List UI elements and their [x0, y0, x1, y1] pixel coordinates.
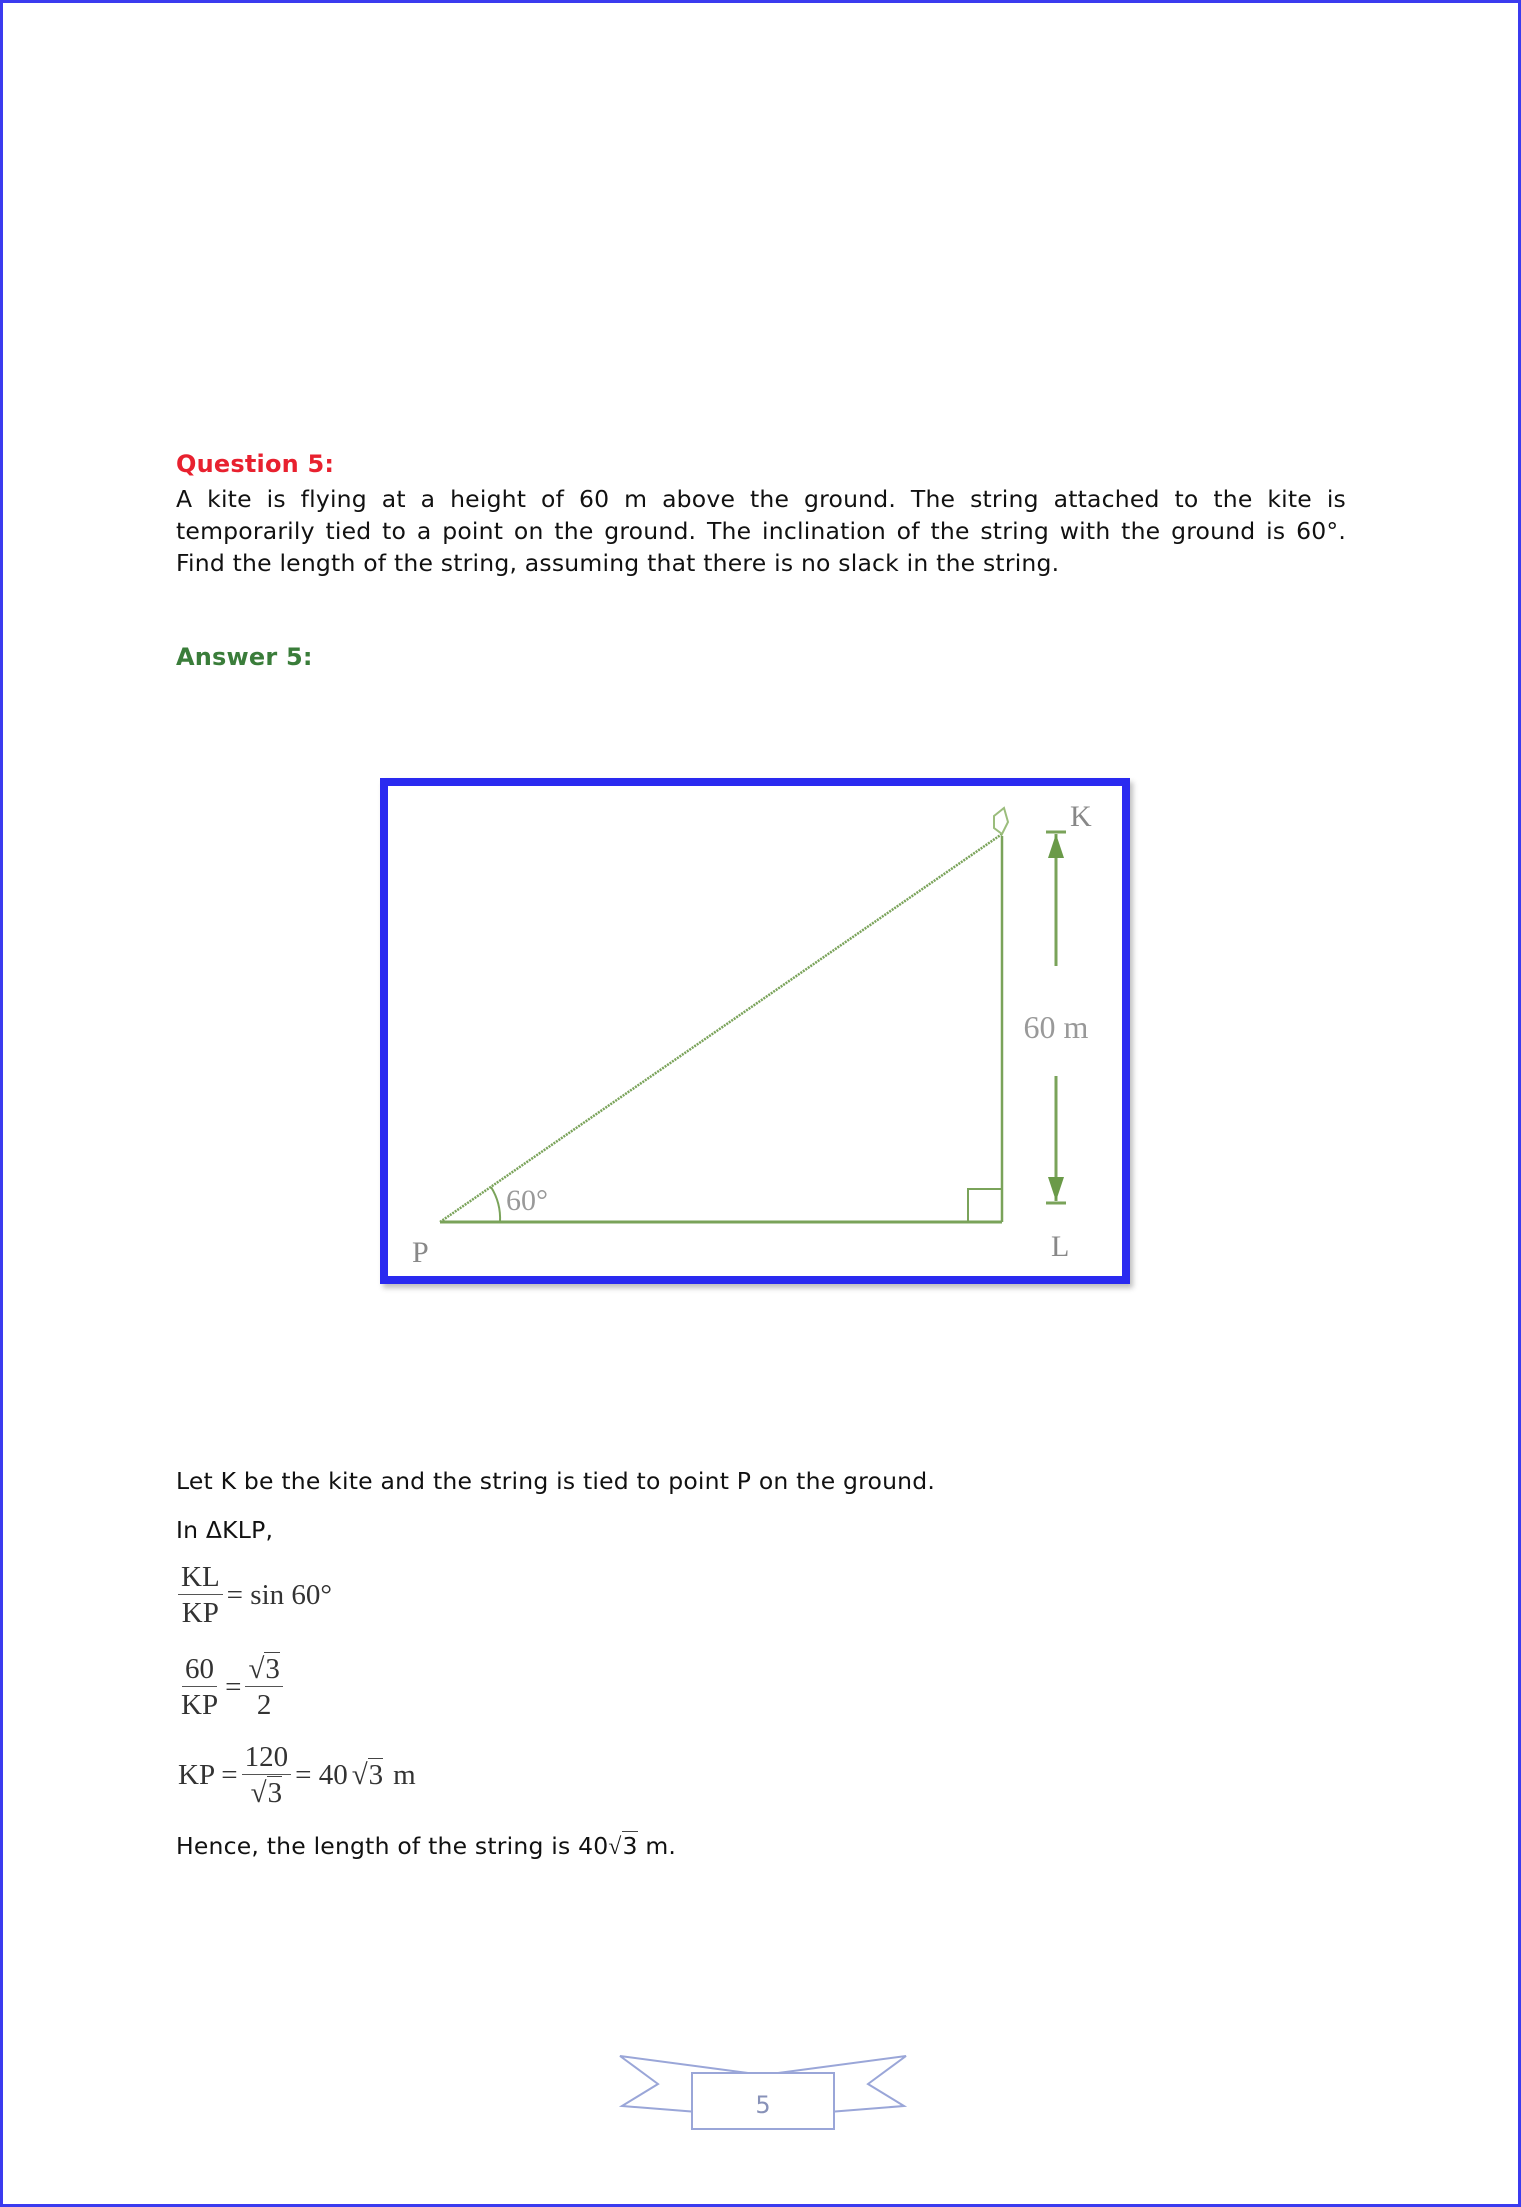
conclusion-text: Hence, the length of the string is 40	[176, 1832, 609, 1860]
eq3-lhs: KP =	[178, 1759, 238, 1791]
eq2-equals: =	[225, 1671, 242, 1703]
conclusion-root: 3	[622, 1832, 638, 1860]
string-line	[440, 834, 1002, 1222]
eq2-rhs-numerator: 3	[265, 1653, 280, 1685]
triangle-figure	[388, 786, 1122, 1276]
kite-diagram	[380, 778, 1130, 1284]
answer-intro: Let K be the kite and the string is tied to point P on the ground.	[176, 1467, 936, 1495]
eq3-rhs: = 40	[295, 1759, 348, 1791]
equation-3: KP = $\frac{120}{√3}$ = 40 √3 m	[178, 1741, 416, 1809]
eq2-numerator: 60	[182, 1652, 217, 1687]
page-number: 5	[755, 2091, 771, 2119]
angle-label: 60°	[506, 1184, 548, 1217]
right-angle-mark	[968, 1189, 1002, 1222]
label-p: P	[412, 1236, 429, 1269]
question-text: A kite is flying at a height of 60 m above the ground. The string attached to the kite is temporarily tied to a point on the ground. The inclination of the string with the ground is 60°. Find the length of the string, assuming that there is no slack in the string.	[176, 485, 1346, 577]
eq1-denominator: KP	[181, 1597, 219, 1629]
label-l: L	[1051, 1230, 1070, 1263]
page-number-ribbon	[618, 2048, 908, 2143]
conclusion-unit: m.	[637, 1832, 677, 1860]
eq2-rhs-denominator: 2	[256, 1689, 272, 1721]
eq1-numerator: KL	[178, 1560, 223, 1595]
eq3-denominator: 3	[267, 1777, 283, 1809]
eq3-unit: m	[393, 1759, 416, 1791]
arrow-down-icon	[1048, 1177, 1064, 1201]
height-label: 60 m	[1023, 1009, 1089, 1045]
kite-icon	[994, 808, 1008, 834]
answer-title: Answer 5:	[176, 643, 313, 671]
eq2-denominator: KP	[181, 1689, 219, 1721]
equation-2: $\frac{60}{KP}$ = $\frac{√3}{2}$	[178, 1652, 283, 1723]
equation-1	[178, 1560, 332, 1631]
conclusion: Hence, the length of the string is 40√3 m.	[176, 1832, 677, 1860]
eq3-numerator: 120	[242, 1740, 292, 1775]
triangle-label: In ΔKLP,	[176, 1516, 274, 1544]
eq1-rhs: = sin 60°	[226, 1579, 332, 1611]
label-k: K	[1070, 800, 1092, 833]
angle-arc	[491, 1187, 500, 1222]
question-title: Question 5:	[176, 450, 335, 478]
eq3-rhs-root: 3	[368, 1759, 384, 1791]
arrow-up-icon	[1048, 834, 1064, 858]
